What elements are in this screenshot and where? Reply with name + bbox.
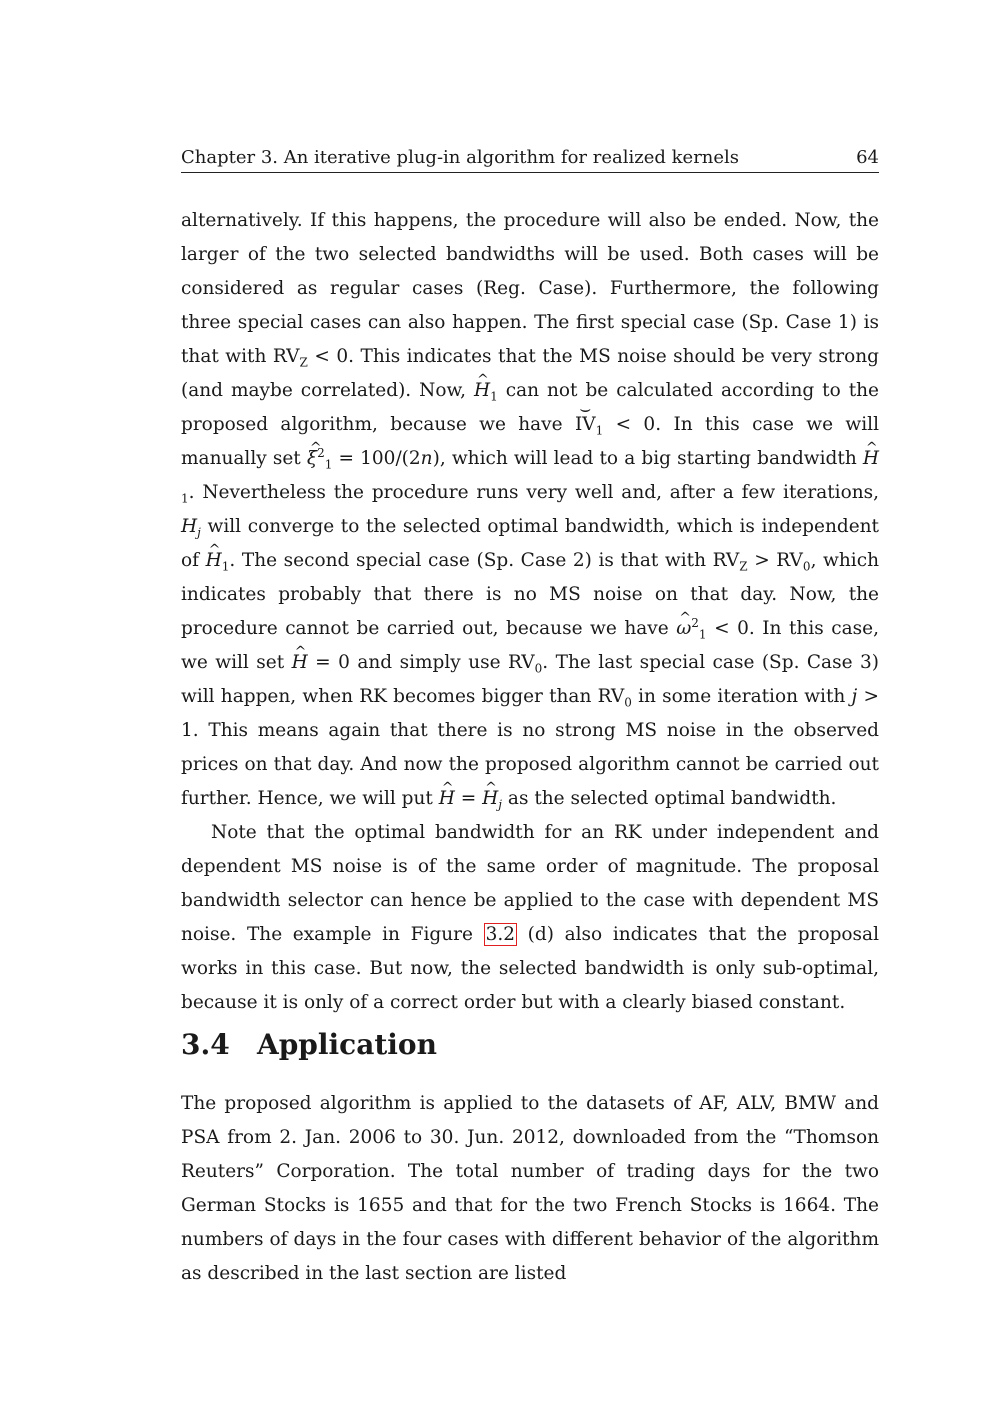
text-run: as the selected optimal bandwidth. — [502, 788, 837, 809]
text-run: , which will lead to a big starting bandwidth — [439, 448, 863, 469]
paragraph-special-cases: alternatively. If this happens, the procedure will also be ended. Now, the larger of the two selected bandwidths will be used. Both cases will be considered as regular cases (Reg. Case). Furthermore, the following three special cases can also happen. The first special case (Sp. Case 1) is that with $RV_Z < 0$. This indicates that the MS noise should be very strong (and maybe correlated). Now, ^ $H_1$ can not be calculated according to the proposed algorithm, because we have ⌢ $IV_1 < 0$. In this case we will manually set ^ $\xi^2_1 = 100/(2n)$, which will lead to a big starting bandwidth ^ $H_1$. Nevertheless the procedure runs very well and, after a few iterations, $H_j$ will converge to the selected optimal bandwidth, which is independent of ^ $H_1$. The second special case (Sp. Case 2) is that with $RV_Z > RV_0$, which indicates probably that there is no MS noise on that day. Now, the procedure cannot be carried out, because we have ^ $\omega^2_1 < 0$. In this case, we will set ^ H = 0 and simply use $RV_0$. The last special case (Sp. Case 3) will happen, when RK becomes bigger than $RV_0$ in some iteration with j > 1. This means again that there is no strong MS noise in the observed prices on that day. And now the proposed algorithm cannot be carried out further. Hence, we will put ^ H = ^ $H_j$ as the selected optimal bandwidth. — [181, 204, 879, 816]
text-run: . The last special case (Sp. Case 3) will happen, when RK becomes bigger than — [181, 652, 879, 707]
page-number: 64 — [856, 147, 879, 168]
text-run: . In this case, we will set — [181, 618, 879, 673]
text-run: (d) also indicates that the proposal works in this case. But now, the selected bandwidth is only sub-optimal, because it is only of a correct order but with a clearly biased constant. — [181, 924, 879, 1013]
running-header — [181, 146, 879, 173]
text-run: . The second special case (Sp. Case 2) is that with — [229, 550, 713, 571]
text-run: and simply use — [349, 652, 509, 673]
section-number: 3.4 — [181, 1028, 230, 1061]
text-run: will converge to the selected optimal bandwidth, which is independent of — [181, 516, 879, 571]
text-run: . Nevertheless the procedure runs very well and, after a few iterations, — [188, 482, 879, 503]
text-run: Note that the optimal bandwidth for an RK under independent and dependent MS noise is of the same order of magnitude. The proposal bandwidth selector can hence be applied to the case with dependent MS noise. The example in Figure — [181, 822, 879, 945]
text-run: , which indicates probably that there is no MS noise on that day. Now, the procedure cannot be carried out, because we have — [181, 550, 879, 639]
text-run: can not be calculated according to the proposed algorithm, because we have — [181, 380, 880, 435]
paragraph-application: The proposed algorithm is applied to the datasets of AF, ALV, BMW and PSA from 2. Jan. 2006 to 30. Jun. 2012, downloaded from the “Thomson Reuters” Corporation. The total number of trading days for the two German Stocks is 1655 and that for the two French Stocks is 1664. The numbers of days in the four cases with different behavior of the algorithm as described in the last section are listed — [181, 1093, 879, 1284]
figure-link[interactable]: 3.2 — [485, 924, 515, 945]
application-text — [181, 1087, 879, 1291]
body-text — [181, 204, 879, 1020]
text-run: . In this case we will manually set — [181, 414, 879, 469]
paragraph-dependent-noise — [181, 816, 879, 1020]
section-title: Application — [257, 1028, 437, 1061]
chapter-title: Chapter 3. An iterative plug-in algorithm for realized kernels — [181, 147, 740, 168]
text-run: alternatively. If this happens, the procedure will also be ended. Now, the larger of the two selected bandwidths will be used. Both cases will be considered as regular cases (Reg. Case). Furthermore, the following three special cases can also happen. The first special case (Sp. Case 1) is that with — [181, 210, 879, 367]
text-run: . This indicates that the MS noise should be very strong (and maybe correlated). Now, — [181, 346, 879, 401]
section-heading — [181, 1025, 879, 1065]
text-run: . This means again that there is no strong MS noise in the observed prices on that day. And now the proposed algorithm cannot be carried out further. Hence, we will put — [181, 720, 879, 809]
text-run: in some iteration with — [631, 686, 852, 707]
